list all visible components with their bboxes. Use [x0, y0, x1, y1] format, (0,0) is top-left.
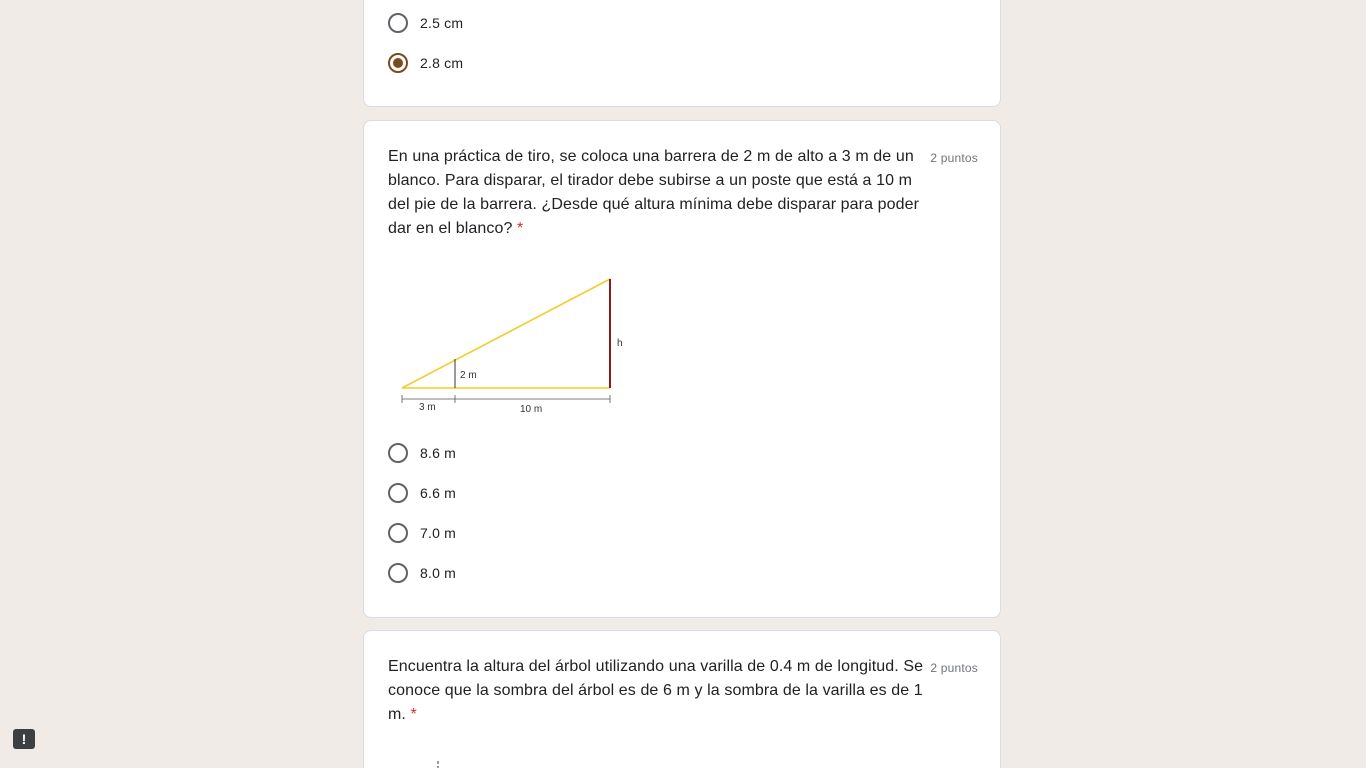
option-2-5-cm[interactable]: [388, 11, 463, 35]
diagram-distance-right-label: 10 m: [520, 404, 543, 415]
question-points: 2 puntos: [930, 661, 978, 675]
question-card-shooting: [363, 120, 1001, 618]
option-2-8-cm[interactable]: [388, 51, 463, 75]
question-title: [388, 145, 924, 241]
question-text: Encuentra la altura del árbol utilizando una varilla de 0.4 m de longitud. Se conoce que la sombra del árbol es de 6 m y la sombra de la varilla es de 1 m.: [388, 658, 924, 723]
option-label: 8.0 m: [420, 565, 457, 581]
radio-checked-icon[interactable]: [388, 53, 408, 73]
triangle-diagram: [388, 264, 638, 424]
option-8-6-m[interactable]: [388, 441, 456, 465]
option-6-6-m[interactable]: [388, 481, 456, 505]
question-title: [388, 655, 924, 727]
option-label: 8.6 m: [420, 445, 457, 461]
question-card-tree: [363, 630, 1001, 768]
radio-unchecked-icon[interactable]: [388, 13, 408, 33]
question-points: 2 puntos: [930, 151, 978, 165]
option-label: 6.6 m: [420, 485, 457, 501]
required-asterisk: *: [410, 706, 417, 723]
radio-unchecked-icon[interactable]: [388, 523, 408, 543]
option-8-0-m[interactable]: [388, 561, 456, 585]
option-label: 7.0 m: [420, 525, 457, 541]
option-label: 2.5 cm: [420, 15, 464, 31]
radio-unchecked-icon[interactable]: [388, 483, 408, 503]
radio-unchecked-icon[interactable]: [388, 443, 408, 463]
question-header: [388, 145, 978, 241]
radio-unchecked-icon[interactable]: [388, 563, 408, 583]
diagram-pole-label: h: [617, 338, 623, 349]
question-card-previous: [363, 0, 1001, 107]
diagram-distance-left-label: 3 m: [419, 402, 436, 413]
question-text: En una práctica de tiro, se coloca una barrera de 2 m de alto a 3 m de un blanco. Para disparar, el tirador debe subirse a un poste que está a 10 m del pie de la barrera. ¿Desde qué altura mínima debe disparar para poder dar en el blanco?: [388, 148, 920, 237]
question-header: [388, 655, 978, 727]
option-label: 2.8 cm: [420, 55, 464, 71]
diagram-hypotenuse-line: [402, 279, 610, 388]
report-issue-icon[interactable]: !: [13, 729, 35, 749]
required-asterisk: *: [517, 220, 524, 237]
tree-diagram-partial: [424, 757, 454, 768]
diagram-barrier-label: 2 m: [460, 370, 477, 381]
option-7-0-m[interactable]: [388, 521, 456, 545]
